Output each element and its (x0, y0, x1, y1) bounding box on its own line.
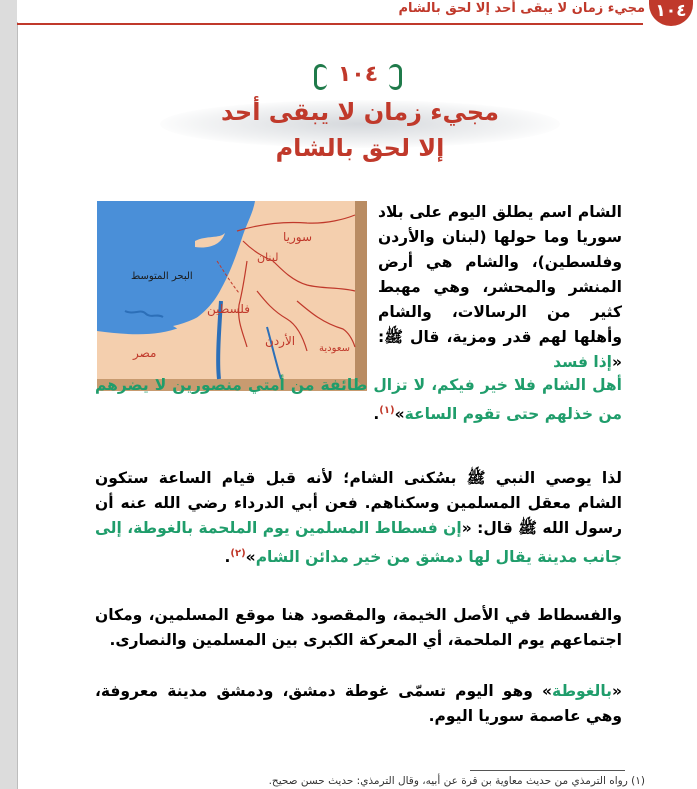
header-rule (17, 23, 643, 25)
quote-close-1: » (394, 405, 405, 424)
hadith-1-start: إذا فسد (553, 353, 612, 371)
map-label-palestine: فلسطين (207, 302, 251, 316)
map-label-egypt: مصر (133, 346, 157, 360)
map-label-syria: سوريا (283, 230, 313, 244)
paragraph-1-continued (95, 373, 622, 427)
page-edge (0, 0, 18, 789)
paragraph-2-text: لذا يوصي النبي ﷺ بسُكنى الشام؛ لأنه قبل قيام الساعة ستكون الشام معقل المسلمين وسكناهم. فعن أبي الدرداء رضي الله عنه أن رسول الله ﷺ قال: « (95, 469, 622, 537)
footnote-ref-2[interactable]: (٢) (230, 548, 246, 559)
hadith-1-text: أهل الشام فلا خير فيكم، لا تزال طائفة من أمتي منصورين لا يضرهم من خذلهم حتى تقوم الساعة (95, 376, 622, 424)
quote-close-2: » (245, 548, 256, 567)
period-2: . (224, 548, 231, 567)
chapter-title (160, 92, 560, 178)
footnote-divider (470, 770, 625, 771)
paragraph-3: والفسطاط في الأصل الخيمة، والمقصود هنا موقع المسلمين، ومكان اجتماعهم يوم الملحمة، أي المعركة الكبرى بين المسلمين والنصارى. (95, 606, 622, 649)
paragraph-1-text: الشام اسم يطلق اليوم على بلاد سوريا وما حولها (لبنان والأردن وفلسطين)، والشام هي أرض المنشر والمحشر، وهي مهبط كثير من الرسالات، والشام وأهلها لهم قدر ومزية، قال ﷺ: « (378, 203, 622, 371)
paragraph-2 (95, 466, 622, 570)
hadith-2-text: إن فسطاط المسلمين يوم الملحمة بالغوطة، إلى جانب مدينة يقال لها دمشق من خير مدائن الشام (95, 519, 622, 567)
footnote-ref-1[interactable]: (١) (379, 405, 395, 416)
page-number-badge: ١٠٤ (649, 0, 693, 26)
footnote-1: (١) رواه الترمذي من حديث معاوية بن قرة عن أبيه، وقال الترمذي: حديث حسن صحيح. (268, 775, 645, 787)
map-label-saudi: سعودية (319, 343, 350, 354)
paragraph-4 (95, 679, 622, 729)
title-line-2: إلا لحق بالشام (275, 134, 445, 162)
period-1: . (373, 405, 380, 424)
title-line-1: مجيء زمان لا يبقى أحد (221, 98, 499, 126)
quote-open-4: « (611, 682, 622, 700)
map-label-lebanon: لبنان (257, 251, 279, 264)
map-label-jordan: الأردن (265, 334, 296, 348)
levant-map (97, 201, 367, 391)
ghouta-term: بالغوطة (552, 682, 612, 700)
chapter-number: ١٠٤ (318, 60, 398, 90)
paragraph-4-text: » وهو اليوم تسمّى غوطة دمشق، ودمشق مدينة معروفة، وهي عاصمة سوريا اليوم. (95, 682, 622, 725)
running-title: مجيء زمان لا يبقى أحد إلا لحق بالشام (398, 1, 645, 16)
map-label-sea: البحر المتوسط (131, 271, 193, 282)
paragraph-1 (378, 200, 622, 375)
